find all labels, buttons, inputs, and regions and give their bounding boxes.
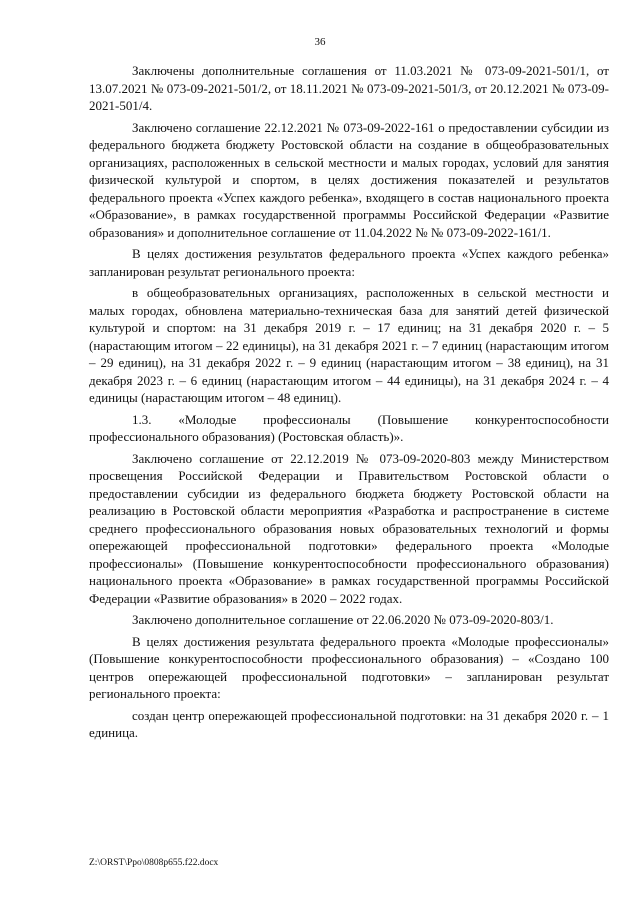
- paragraph-young-professionals-goal: В целях достижения результата федерального проекта «Молодые профессионалы» (Повышение конкурентоспособности профессионального образования) – «Создано 100 центров опережающей профессиональной подготовки» – запланирован результат регионального проекта:: [89, 633, 609, 701]
- paragraph-agreement-subsidy-rural-sport: Заключено соглашение 22.12.2021 № 073-09-2022-161 о предоставлении субсидии из федерального бюджета бюджету Ростовской области на создание в общеобразовательных организациях, расположенных в сельской местности и малых городах, условий для занятия физической культурой и спортом, в целях достижения показателей и результатов федерального проекта «Успех каждого ребенка», входящего в состав национального проекта «Образование», в рамках государственной программы Российской Федерации «Развитие образования» и дополнительное соглашение от 11.04.2022 № № 073-09-2022-161/1.: [89, 119, 609, 240]
- paragraph-success-every-child-goal: В целях достижения результатов федерального проекта «Успех каждого ребенка» запланирован результат регионального проекта:: [89, 246, 609, 279]
- document-body: [89, 62, 609, 746]
- page-number: 36: [314, 36, 326, 48]
- paragraph-additional-agreement-803-1: Заключено дополнительное соглашение от 22.06.2020 № 073-09-2020-803/1.: [132, 612, 554, 627]
- paragraph-training-center-result: создан центр опережающей профессиональной подготовки: на 31 декабря 2020 г. – 1 единица.: [89, 707, 609, 740]
- paragraph-material-base-results: в общеобразовательных организациях, расположенных в сельской местности и малых городах, обновлена материально-техническая база для занятий детей физической культурой и спортом: на 31 декабря 2019 г. – 17 единиц; на 31 декабря 2020 г. – 5 (нарастающим итогом – 22 единицы), на 31 декабря 2021 г. – 7 единиц (нарастающим итогом – 29 единиц), на 31 декабря 2022 г. – 9 единиц (нарастающим итогом – 38 единиц), на 31 декабря 2023 г. – 6 единиц (нарастающим итогом – 44 единицы), на 31 декабря 2024 г. – 4 единицы (нарастающим итогом – 48 единиц).: [89, 285, 609, 405]
- paragraph-agreement-803: Заключено соглашение от 22.12.2019 № 073-09-2020-803 между Министерством просвещения Российской Федерации и Правительством Ростовской области о предоставлении субсидии из федерального бюджета бюджету Ростовской области на реализацию в Ростовской области мероприятия «Разработка и распространение в системе среднего профессионального образования новых образовательных технологий и формы опережающей профессиональной подготовки» федерального проекта «Молодые профессионалы» (Повышение конкурентоспособности профессионального образования) национального проекта «Образование» в рамках государственной программы Российской Федерации «Развитие образования» в 2020 – 2022 годах.: [89, 450, 609, 606]
- footer-file-path: Z:\ORST\Ppo\0808p655.f22.docx: [89, 858, 219, 868]
- section-heading-young-professionals: 1.3. «Молодые профессионалы (Повышение конкурентоспособности профессионального образования) (Ростовская область)».: [89, 411, 609, 444]
- paragraph-additional-agreements-2021: Заключены дополнительные соглашения от 11.03.2021 № 073-09-2021-501/1, от 13.07.2021 № 073-09-2021-501/2, от 18.11.2021 № 073-09-2021-501/3, от 20.12.2021 № 073-09-2021-501/4.: [89, 63, 609, 113]
